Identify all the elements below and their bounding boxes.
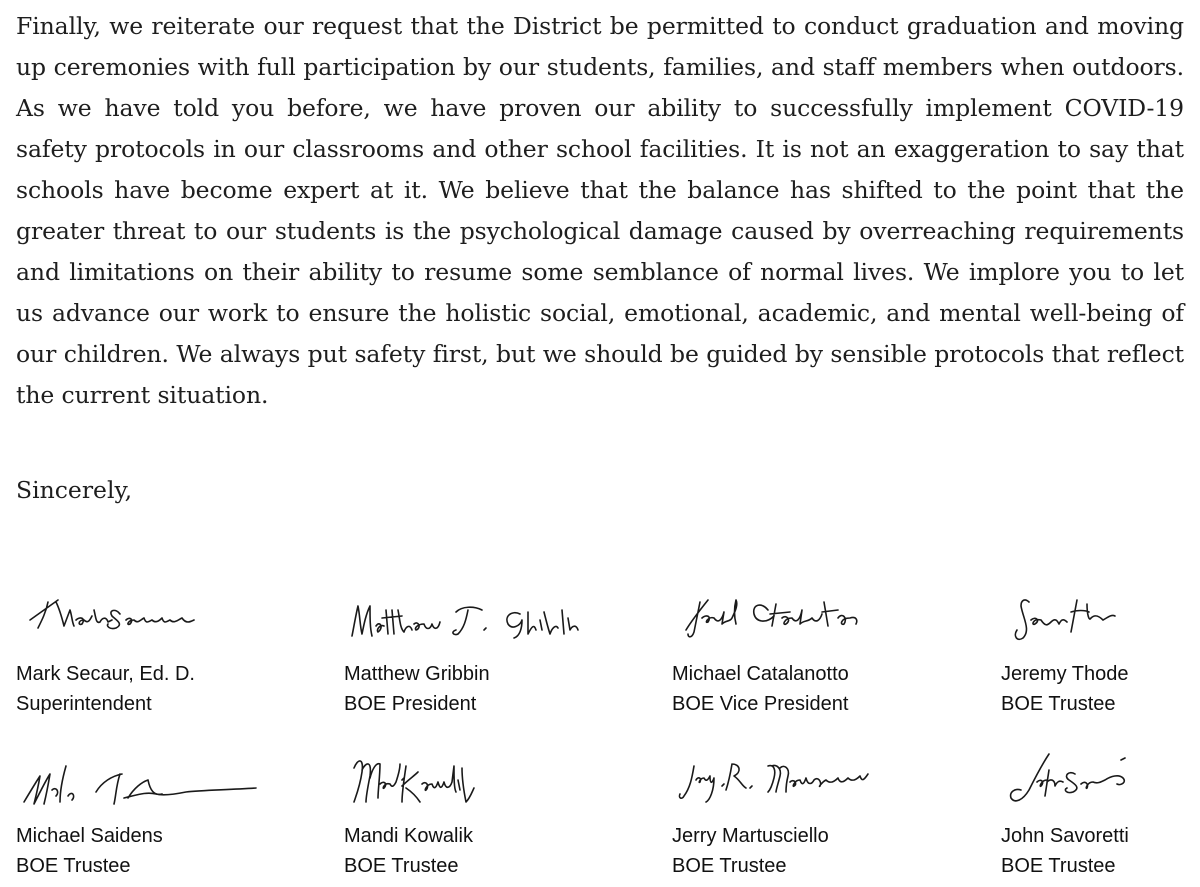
signature-block-savoretti xyxy=(1001,752,1200,882)
signature-block-kowalik xyxy=(344,752,604,882)
handwritten-signature xyxy=(16,590,276,662)
signer-name: Jeremy Thode xyxy=(1001,663,1129,685)
handwritten-signature xyxy=(16,752,276,824)
signer-name: Michael Catalanotto xyxy=(672,663,849,685)
signer-name: Mark Secaur, Ed. D. xyxy=(16,663,195,685)
signer-title: BOE President xyxy=(344,693,477,715)
signer-title: BOE Trustee xyxy=(16,855,131,877)
signature-block-thode xyxy=(1001,590,1200,720)
letter-paragraph: Finally, we reiterate our request that the District be permitted to conduct graduation and moving up ceremonies with full participation by our students, families, and staff members when outdoors. As we have told you before, we have proven our ability to successfully implement COVID-19 safety protocols in our classrooms and other school facilities. It is not an exaggeration to say that schools have become expert at it. We believe that the balance has shifted to the point that the greater threat to our students is the psychological damage caused by overreaching requirements and limitations on their ability to resume some semblance of normal lives. We implore you to let us advance our work to ensure the holistic social, emotional, academic, and mental well-being of our children. We always put safety first, but we should be guided by sensible protocols that reflect the current situation. xyxy=(16,12,1184,409)
handwritten-signature xyxy=(1001,752,1200,824)
signature-block-secaur xyxy=(16,590,276,720)
handwritten-signature xyxy=(344,590,604,662)
handwritten-signature xyxy=(1001,590,1200,662)
signer-name: Matthew Gribbin xyxy=(344,663,490,685)
signer-title: BOE Trustee xyxy=(672,855,787,877)
signature-block-martusciello xyxy=(672,752,932,882)
signer-name: Jerry Martusciello xyxy=(672,825,829,847)
signer-name: Michael Saidens xyxy=(16,825,163,847)
signature-block-gribbin xyxy=(344,590,604,720)
signer-title: BOE Trustee xyxy=(344,855,459,877)
signer-title: Superintendent xyxy=(16,693,152,715)
signature-block-catalanotto xyxy=(672,590,932,720)
signature-block-saidens xyxy=(16,752,276,882)
handwritten-signature xyxy=(672,590,932,662)
handwritten-signature xyxy=(672,752,932,824)
signer-title: BOE Vice President xyxy=(672,693,849,715)
handwritten-signature xyxy=(344,752,604,824)
signer-title: BOE Trustee xyxy=(1001,693,1116,715)
closing-salutation: Sincerely, xyxy=(16,476,133,504)
signer-name: Mandi Kowalik xyxy=(344,825,473,847)
signer-title: BOE Trustee xyxy=(1001,855,1116,877)
signer-name: John Savoretti xyxy=(1001,825,1129,847)
